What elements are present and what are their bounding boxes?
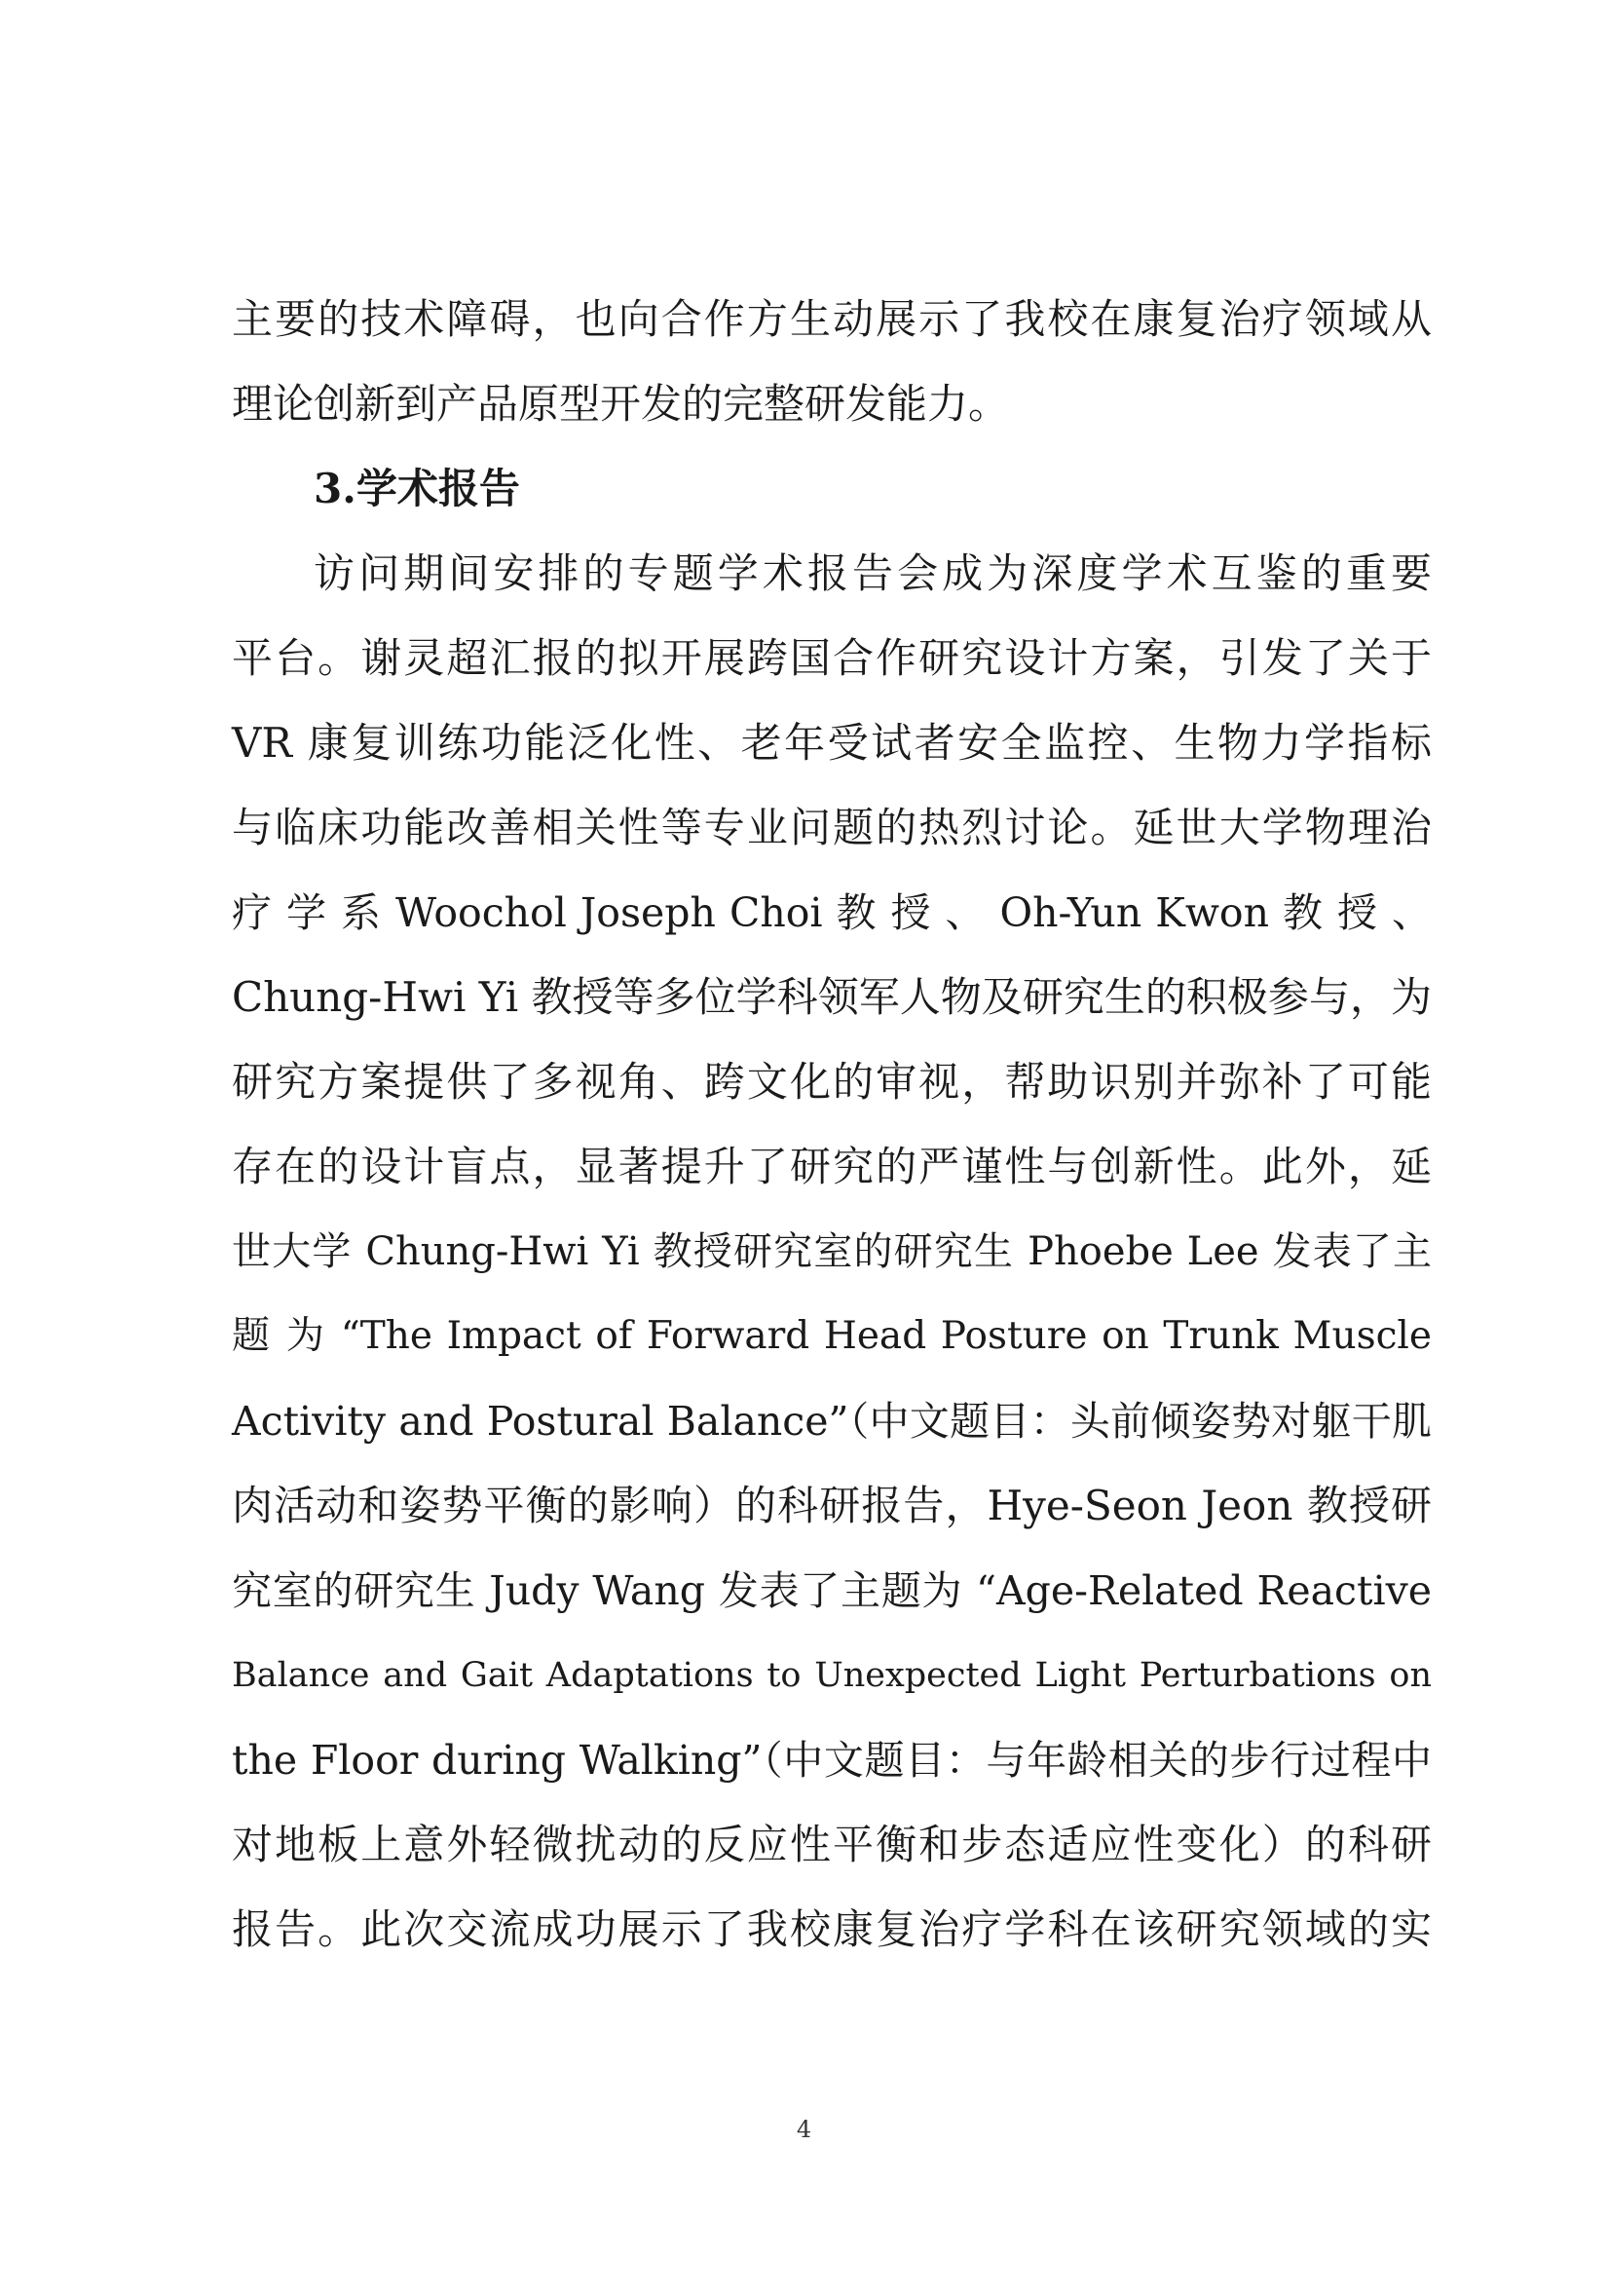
paragraph-2-line-2: 平台。谢灵超汇报的拟开展跨国合作研究设计方案，引发了关于 [232, 634, 1432, 682]
paragraph-2-line-10: 题 为 “The Impact of Forward Head Posture on Trunk Muscle [232, 1314, 1432, 1358]
paragraph-2-line-9: 世大学 Chung-Hwi Yi 教授研究室的研究生 Phoebe Lee 发表了主 [232, 1229, 1432, 1274]
paragraph-2-line-4: 与临床功能改善相关性等专业问题的热烈讨论。延世大学物理治 [232, 804, 1432, 851]
paragraph-2-line-14: Balance and Gait Adaptations to Unexpected Light Perturbations on [232, 1656, 1432, 1695]
paragraph-2-line-6: Chung-Hwi Yi 教授等多位学科领军人物及研究生的积极参与，为 [232, 973, 1432, 1021]
page-number: 4 [796, 2116, 812, 2143]
paragraph-1-line-2: 理论创新到产品原型开发的完整研发能力。 [232, 380, 1010, 428]
paragraph-2-line-16: 对地板上意外轻微扰动的反应性平衡和步态适应性变化）的科研 [232, 1821, 1432, 1868]
paragraph-2-line-5: 疗 学 系 Woochol Joseph Choi 教 授 、 Oh-Yun Kwon 教 授 、 [232, 889, 1432, 936]
section-heading: 3.学术报告 [314, 465, 520, 512]
paragraph-1-line-1: 主要的技术障碍，也向合作方生动展示了我校在康复治疗领域从 [232, 295, 1432, 343]
paragraph-2-line-1: 访问期间安排的专题学术报告会成为深度学术互鉴的重要 [314, 549, 1432, 597]
paragraph-2-line-12: 肉活动和姿势平衡的影响）的科研报告，Hye-Seon Jeon 教授研 [232, 1482, 1432, 1529]
paragraph-2-line-17: 报告。此次交流成功展示了我校康复治疗学科在该研究领域的实 [232, 1905, 1432, 1953]
paragraph-2-line-7: 研究方案提供了多视角、跨文化的审视，帮助识别并弥补了可能 [232, 1058, 1432, 1106]
paragraph-2-line-11: Activity and Postural Balance”（中文题目：头前倾姿势对躯干肌 [232, 1398, 1432, 1445]
paragraph-2-line-15: the Floor during Walking”（中文题目：与年龄相关的步行过程中 [232, 1737, 1432, 1784]
paragraph-2-line-3: VR 康复训练功能泛化性、老年受试者安全监控、生物力学指标 [232, 719, 1432, 767]
paragraph-2-line-13: 究室的研究生 Judy Wang 发表了主题为 “Age-Related Reactive [232, 1567, 1432, 1614]
paragraph-2-line-8: 存在的设计盲点，显著提升了研究的严谨性与创新性。此外，延 [232, 1143, 1432, 1190]
